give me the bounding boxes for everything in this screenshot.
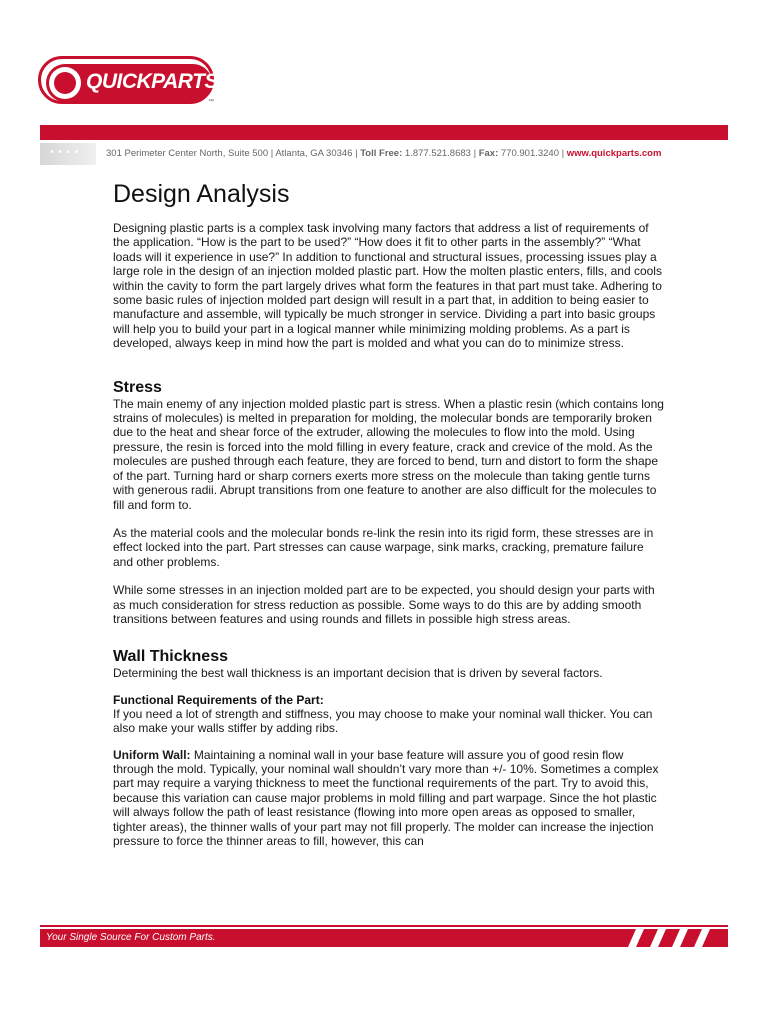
stress-paragraph-1: The main enemy of any injection molded plastic part is stress. When a plastic resin (which contains long strains of molecules) is melted in preparation for molding, the molecular bonds are temporarily broken due to the heat and shear force of the extruder, allowing the molecules to flow into the mold. Using pressure, the resin is forced into the mold filling in every feature, crack and crevice of the mold. As the molecules are pushed through each feature, they are forced to bend, turn and distort to form the shape of the part. Turning hard or sharp corners exerts more stress on the molecule than taking gentle turns with generous radii. Abrupt transitions from one feature to another are also difficult for the molecules to fill and form to. bbox=[113, 396, 664, 512]
stress-heading: Stress bbox=[113, 378, 162, 396]
footer-bar bbox=[40, 929, 728, 947]
footer-stripes-graphic bbox=[588, 929, 728, 947]
functional-requirements-paragraph: If you need a lot of strength and stiffness, you may choose to make your nominal wall thicker. You can also make your walls stiffer by adding ribs. bbox=[113, 706, 653, 736]
fax-label: Fax: bbox=[478, 148, 499, 159]
logo-emblem-icon bbox=[49, 67, 81, 99]
page-title: Design Analysis bbox=[113, 180, 290, 208]
dots-icon: • • • • bbox=[50, 147, 80, 158]
stress-paragraph-2: As the material cools and the molecular bonds re-link the resin into its rigid form, these stresses are in effect locked into the part. Part stresses can cause warpage, sink marks, cracking, premature failure and other problems. bbox=[113, 525, 654, 569]
logo-badge bbox=[38, 56, 218, 104]
wall-thickness-heading: Wall Thickness bbox=[113, 648, 228, 666]
document-body bbox=[113, 180, 665, 848]
footer-tagline: Your Single Source For Custom Parts. bbox=[46, 932, 216, 943]
address-text: 301 Perimeter Center North, Suite 500 | Atlanta, GA 30346 | bbox=[106, 148, 361, 159]
website-link[interactable]: www.quickparts.com bbox=[566, 148, 662, 159]
functional-requirements-heading: Functional Requirements of the Part: bbox=[113, 692, 324, 707]
wall-thickness-paragraph: Determining the best wall thickness is an important decision that is driven by several factors. bbox=[113, 666, 603, 681]
fax-value: 770.901.3240 | bbox=[498, 148, 567, 159]
intro-paragraph: Designing plastic parts is a complex task involving many factors that address a list of requirements of the application. “How is the part to be used?” “How does it fit to other parts in the assembly?” “What loads will it experience in use?” In addition to functional and structural issues, processing issues play a large role in the design of an injection molded plastic part. How the molten plastic enters, fills, and cools within the cavity to form the part largely drives what form the features in that part must take. Adhering to some basic rules of injection molded part design will result in a part that, in addition to being easier to manufacture and assemble, will typically be much stronger in service. Dividing a part into basic groups will help you to build your part in a logical manner while minimizing molding problems. As a part is developed, always keep in mind how the part is molded and what you can do to minimize stress. bbox=[113, 221, 662, 351]
uniform-wall-text: Maintaining a nominal wall in your base feature will assure you of good resin flow through the mold. Typically, your nominal wall shouldn’t vary more than +/- 10%. Sometimes a complex part may require a varying thickness to meet the functional requirements of the part. Try to avoid this, because this variation can cause major problems in mold filling and part warpage. Since the hot plastic will always follow the path of least resistance (flowing into more open areas as opposed to smaller, tighter areas), the thinner walls of your part may not fill properly. The molder can increase the injection pressure to force the thinner areas to fill, however, this can bbox=[113, 747, 659, 848]
quickparts-logo bbox=[38, 56, 220, 110]
tollfree-label: Toll Free: bbox=[360, 148, 403, 159]
tollfree-value: 1.877.521.8683 | bbox=[402, 148, 479, 159]
stress-paragraph-3: While some stresses in an injection molded part are to be expected, you should design your parts with as much consideration for stress reduction as possible. Some ways to do this are by adding smooth transitions between features and using rounds and fillets in possible high stress areas. bbox=[113, 583, 655, 626]
trademark-symbol: ™ bbox=[208, 99, 214, 105]
contact-line bbox=[106, 148, 661, 159]
uniform-wall-paragraph bbox=[113, 748, 665, 849]
address-strip bbox=[40, 143, 728, 165]
address-strip-graphic bbox=[40, 143, 96, 165]
uniform-wall-label: Uniform Wall: bbox=[113, 747, 191, 762]
footer-rule bbox=[40, 925, 728, 927]
logo-text: QUICKPARTS bbox=[86, 70, 218, 93]
header-red-bar bbox=[40, 125, 728, 140]
